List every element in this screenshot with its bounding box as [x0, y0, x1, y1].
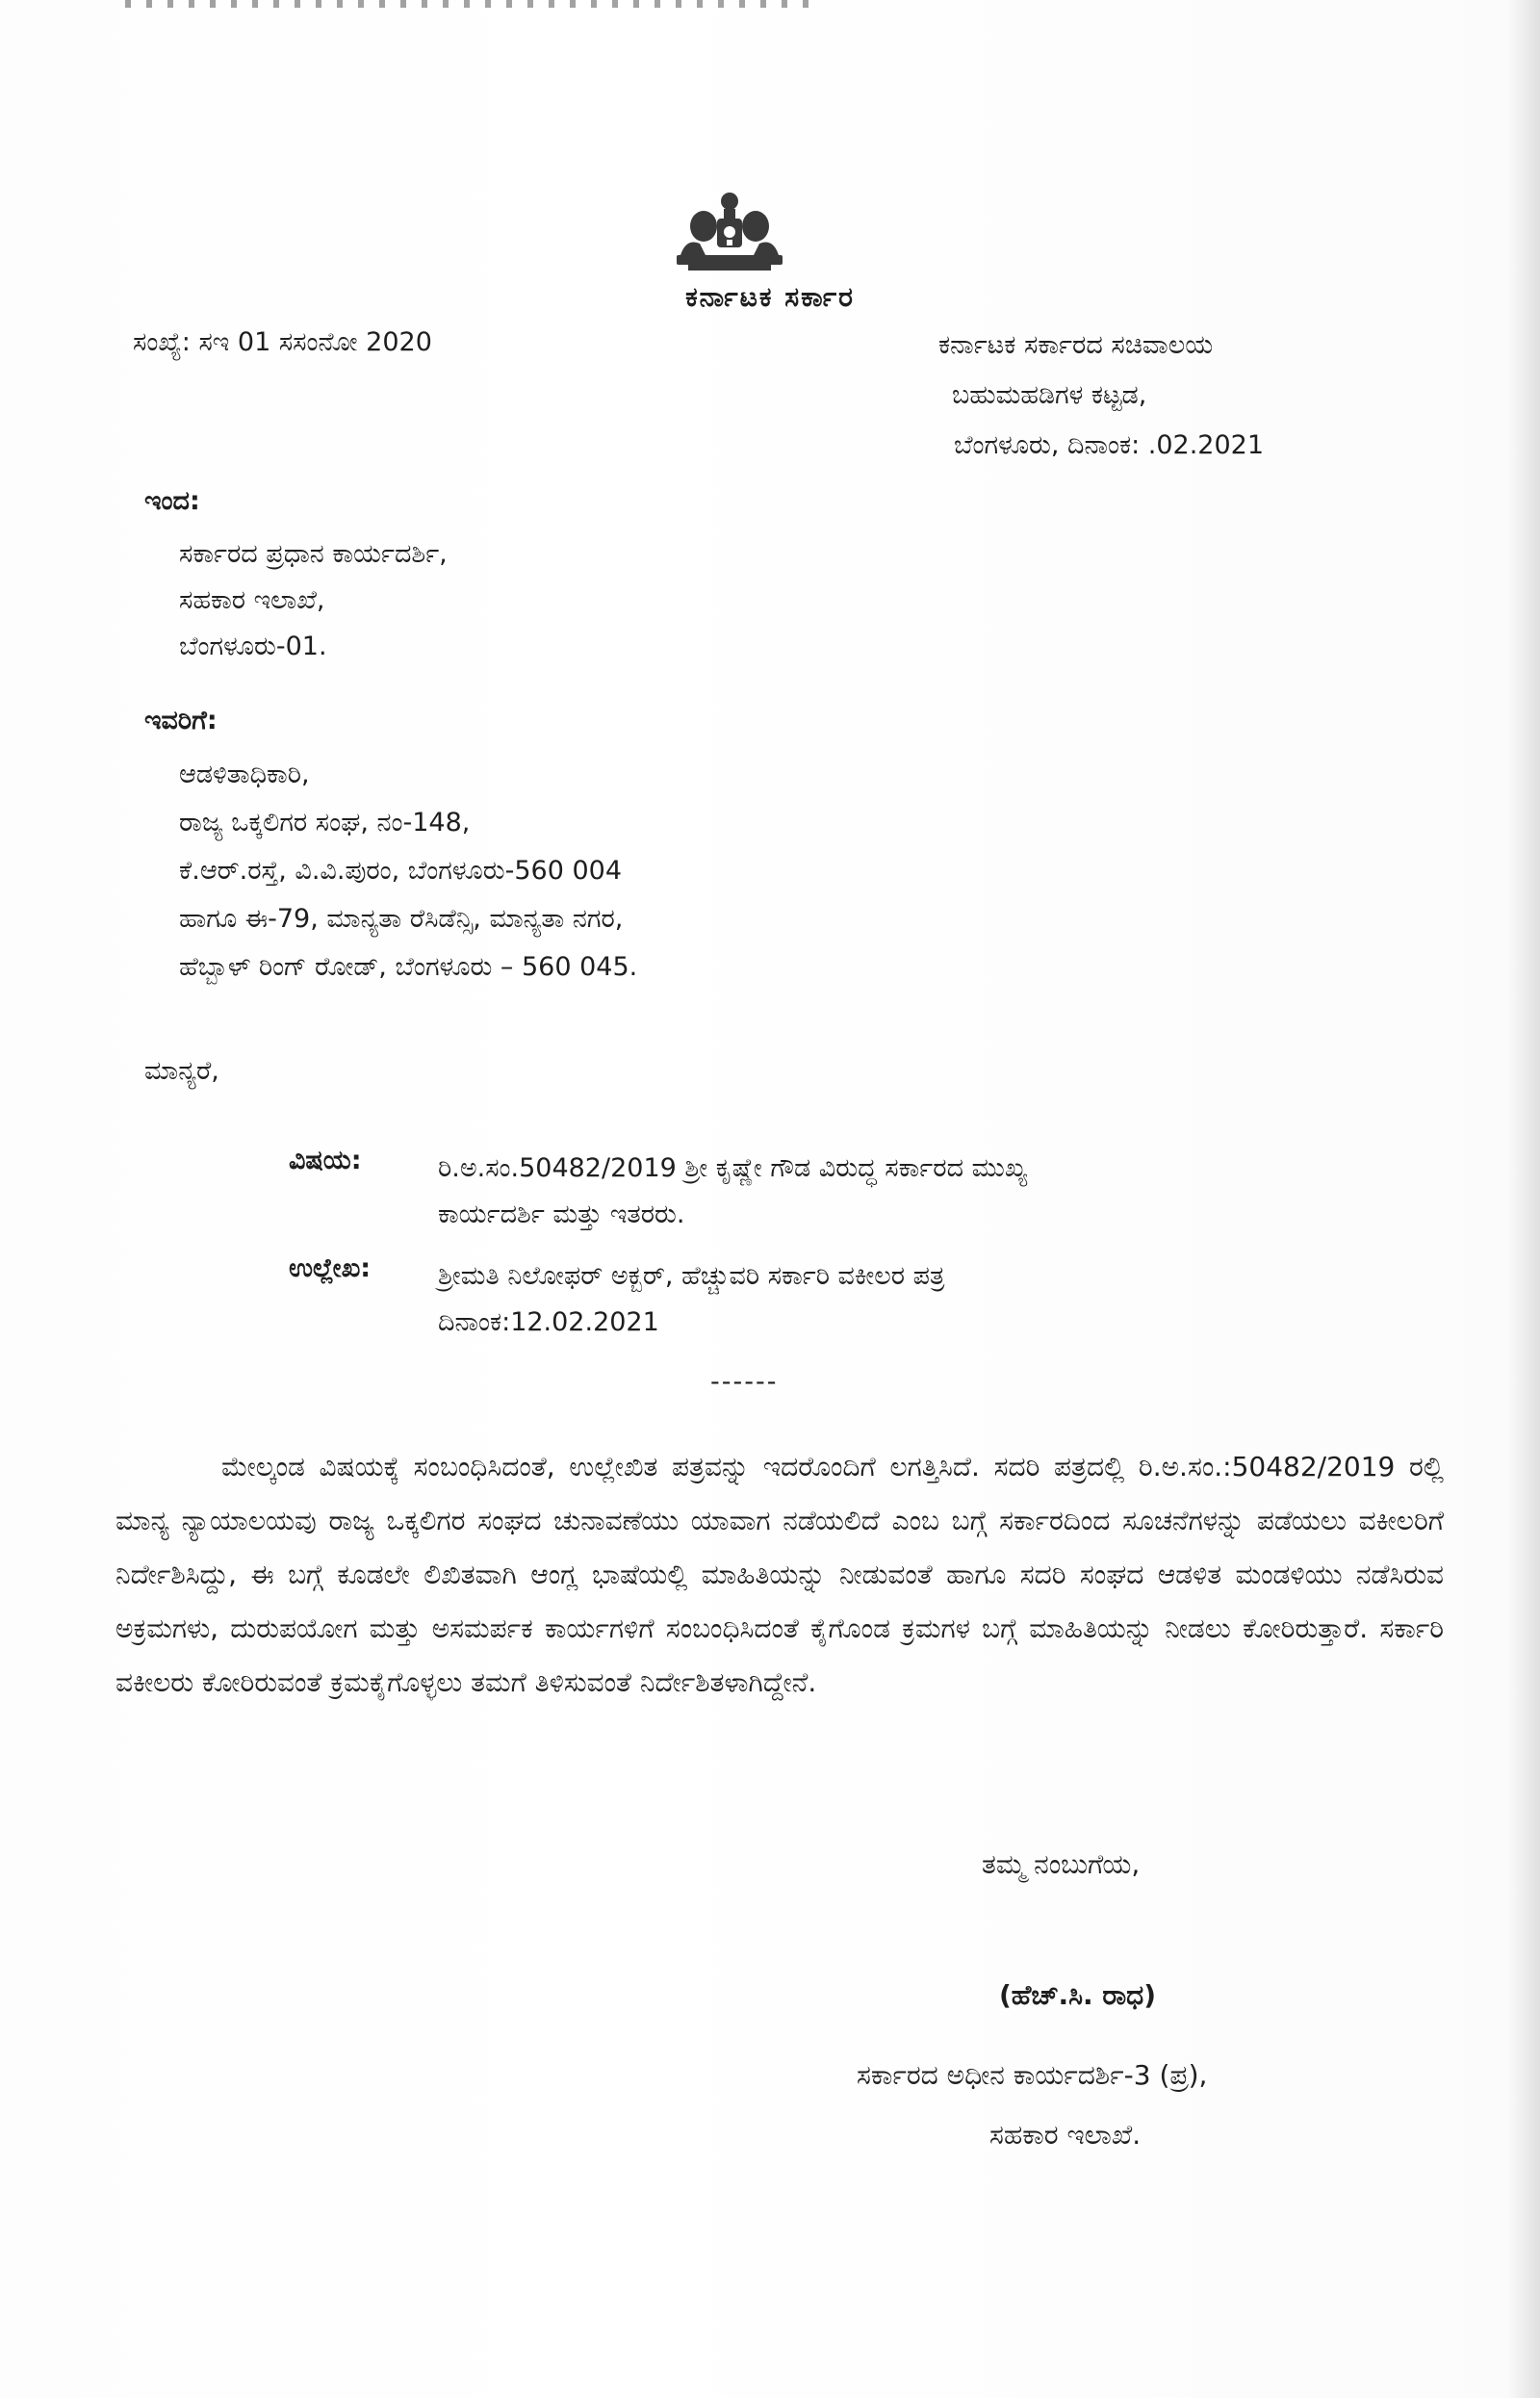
address-line: ಬೆಂಗಳೂರು-01. — [179, 632, 327, 661]
subject-label: ವಿಷಯ: — [289, 1146, 362, 1175]
government-heading: ಕರ್ನಾಟಕ ಸರ್ಕಾರ — [685, 281, 855, 313]
scan-artifact — [125, 0, 818, 8]
letter-date: ಬೆಂಗಳೂರು, ದಿನಾಂಕ: .02.2021 — [954, 430, 1265, 460]
closing-line: ತಮ್ಮ ನಂಬುಗೆಯ, — [982, 1848, 1141, 1880]
reference-label: ಉಲ್ಲೇಖ: — [289, 1253, 372, 1283]
office-line: ಕರ್ನಾಟಕ ಸರ್ಕಾರದ ಸಚಿವಾಲಯ — [938, 330, 1214, 360]
reference-line: ದಿನಾಂಕ:12.02.2021 — [438, 1307, 659, 1337]
signatory-designation: ಸರ್ಕಾರದ ಅಧೀನ ಕಾರ್ಯದರ್ಶಿ-3 (ಪ್ರ), — [857, 2059, 1208, 2091]
karnataka-emblem-icon — [667, 188, 792, 274]
address-line: ಕೆ.ಆರ್.ರಸ್ತೆ, ವಿ.ವಿ.ಪುರಂ, ಬೆಂಗಳೂರು-560 004 — [179, 856, 623, 886]
reference-text — [438, 1253, 944, 1346]
office-address — [938, 321, 1264, 471]
salutation: ಮಾನ್ಯರೆ, — [144, 1056, 219, 1086]
separator: ------ — [710, 1367, 779, 1397]
address-line: ಹಾಗೂ ಈ-79, ಮಾನ್ಯತಾ ರೆಸಿಡೆನ್ಸಿ, ಮಾನ್ಯತಾ ನಗರ, — [179, 904, 624, 934]
reference-number: ಸಂಖ್ಯೆ: ಸಇ 01 ಸಸಂನೋ 2020 — [133, 327, 432, 357]
subject-line: ರಿ.ಅ.ಸಂ.50482/2019 ಶ್ರೀ ಕೃಷ್ಣೇ ಗೌಡ ವಿರುದ್ಧ ಸರ್ಕಾರದ ಮುಖ್ಯ — [438, 1153, 1028, 1183]
body-paragraph: ಮೇಲ್ಕಂಡ ವಿಷಯಕ್ಕೆ ಸಂಬಂಧಿಸಿದಂತೆ, ಉಲ್ಲೇಖಿತ ಪತ್ರವನ್ನು ಇದರೊಂದಿಗೆ ಲಗತ್ತಿಸಿದೆ. ಸದರಿ ಪತ್ರದಲ್ಲಿ ರಿ.ಅ.ಸಂ.:50482/2019 ರಲ್ಲಿ ಮಾನ್ಯ ನ್ಯಾಯಾಲಯವು ರಾಜ್ಯ ಒಕ್ಕಲಿಗರ ಸಂಘದ ಚುನಾವಣೆಯು ಯಾವಾಗ ನಡೆಯಲಿದೆ ಎಂಬ ಬಗ್ಗೆ ಸರ್ಕಾರದಿಂದ ಸೂಚನೆಗಳನ್ನು ಪಡೆಯಲು ವಕೀಲರಿಗೆ ನಿರ್ದೇಶಿಸಿದ್ದು, ಈ ಬಗ್ಗೆ ಕೂಡಲೇ ಲಿಖಿತವಾಗಿ ಆಂಗ್ಲ ಭಾಷೆಯಲ್ಲಿ ಮಾಹಿತಿಯನ್ನು ನೀಡುವಂತೆ ಹಾಗೂ ಸದರಿ ಸಂಘದ ಆಡಳಿತ ಮಂಡಳಿಯು ನಡೆಸಿರುವ ಅಕ್ರಮಗಳು, ದುರುಪಯೋಗ ಮತ್ತು ಅಸಮರ್ಪಕ ಕಾರ್ಯಗಳಿಗೆ ಸಂಬಂಧಿಸಿದಂತೆ ಕೈಗೊಂಡ ಕ್ರಮಗಳ ಬಗ್ಗೆ ಮಾಹಿತಿಯನ್ನು ನೀಡಲು ಕೋರಿರುತ್ತಾರೆ. ಸರ್ಕಾರಿ ವಕೀಲರು ಕೋರಿರುವಂತೆ ಕ್ರಮಕೈಗೊಳ್ಳಲು ತಮಗೆ ತಿಳಿಸುವಂತೆ ನಿರ್ದೇಶಿತಳಾಗಿದ್ದೇನೆ. — [116, 1451, 1444, 1698]
address-line: ಸಹಕಾರ ಇಲಾಖೆ, — [179, 585, 325, 615]
address-line: ರಾಜ್ಯ ಒಕ್ಕಲಿಗರ ಸಂಘ, ನಂ-148, — [179, 808, 471, 838]
subject-text — [438, 1146, 1027, 1238]
from-label: ಇಂದ: — [144, 486, 200, 516]
address-line: ಆಡಳಿತಾಧಿಕಾರಿ, — [179, 760, 310, 789]
address-line: ಹೆಬ್ಬಾಳ್ ರಿಂಗ್ ರೋಡ್, ಬೆಂಗಳೂರು – 560 045. — [179, 952, 638, 982]
to-address — [179, 751, 637, 992]
signatory-name: (ಹೆಚ್.ಸಿ. ರಾಧ) — [999, 1979, 1156, 2011]
page-edge-shadow — [1507, 0, 1540, 2398]
signatory-department: ಸಹಕಾರ ಇಲಾಖೆ. — [989, 2119, 1142, 2151]
subject-line: ಕಾರ್ಯದರ್ಶಿ ಮತ್ತು ಇತರರು. — [438, 1199, 685, 1229]
address-line: ಸರ್ಕಾರದ ಪ್ರಧಾನ ಕಾರ್ಯದರ್ಶಿ, — [179, 539, 448, 569]
to-label: ಇವರಿಗೆ: — [144, 706, 218, 735]
office-line: ಬಹುಮಹಡಿಗಳ ಕಟ್ಟಡ, — [952, 380, 1147, 410]
signatory-block — [857, 2046, 1207, 2165]
from-address — [179, 531, 448, 670]
reference-line: ಶ್ರೀಮತಿ ನಿಲೋಫರ್ ಅಕ್ಬರ್, ಹೆಚ್ಚುವರಿ ಸರ್ಕಾರಿ ವಕೀಲರ ಪತ್ರ — [438, 1261, 945, 1291]
